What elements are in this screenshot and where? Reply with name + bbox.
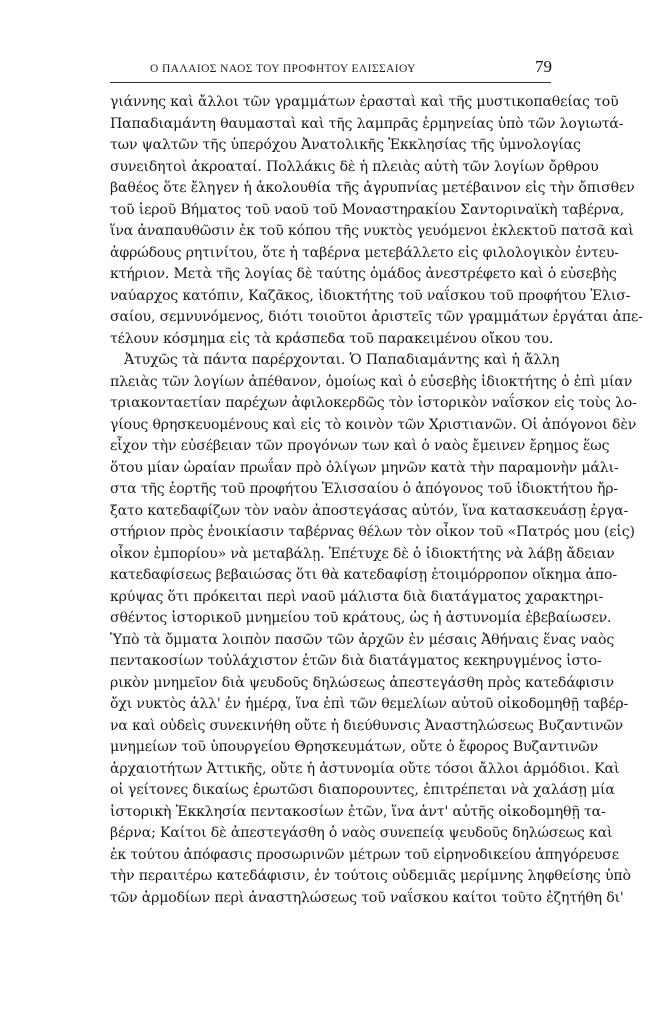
text-line: στήριον πρὸς ἐνοικίασιν ταβέρνας θέλων τὸν οἶκον τοῦ «Πατρός μου (εἰς) xyxy=(110,524,635,540)
text-line: βέρνα; Καίτοι δὲ ἀπεστεγάσθη ὁ ναὸς συνεπείᾳ ψευδοῦς δηλώσεως καὶ xyxy=(110,825,613,841)
text-line: ναύαρχος κατόπιν, Καζᾶκος, ἰδιοκτήτης τοῦ ναΐσκου τοῦ προφήτου Ἐλισ- xyxy=(110,287,631,304)
text-line: σθέντος ἱστορικοῦ μνημείου τοῦ κράτους, ὡς ἡ ἀστυνομία ἐβεβαίωσεν. xyxy=(110,610,612,626)
text-line: σαίου, σεμνυνόμενος, διότι τοιοῦτοι ἀριστεῖς τῶν γραμμάτων ἐργάται ἀπε- xyxy=(110,309,643,325)
text-line: των ψαλτῶν τῆς ὑπερόχου Ἀνατολικῆς Ἐκκλησίας τῆς ὑμνολογίας xyxy=(110,137,581,153)
text-line: ἵνα ἀναπαυθῶσιν ἐκ τοῦ κόπου τῆς νυκτὸς γευόμενοι ἐκλεκτοῦ πατσᾶ καὶ xyxy=(110,223,634,239)
text-line: ἐκ τούτου ἀπόφασις προσωρινῶν μέτρων τοῦ εἰρηνοδικείου ἀπηγόρευσε xyxy=(110,846,619,863)
page-number: 79 xyxy=(535,57,552,76)
text-line: πεντακοσίων τοὐλάχιστον ἐτῶν διὰ διατάγματος κεκηρυγμένος ἱστο- xyxy=(110,653,602,669)
text-line: ρικὸν μνημεῖον διὰ ψευδοῦς δηλώσεως ἀπεστεγάσθη πρὸς κατεδάφισιν xyxy=(110,674,614,691)
text-line: ἀφρώδους ρητινίτου, ὅτε ἡ ταβέρνα μετεβάλλετο εἰς φιλολογικὸν ἐντευ- xyxy=(110,244,619,261)
text-line: ἱστορικὴ Ἐκκλησία πεντακοσίων ἐτῶν, ἵνα ἀντ' αὐτῆς οἰκοδομηθῇ τα- xyxy=(110,803,606,820)
text-line: Ὑπὸ τὰ ὄμματα λοιπὸν πασῶν τῶν ἀρχῶν ἐν μέσαις Ἀθήναις ἕνας ναὸς xyxy=(110,631,615,648)
text-line: τὴν περαιτέρω κατεδάφισιν, ἐν τούτοις οὐδεμιᾶς μερίμνης ληφθείσης ὑπὸ xyxy=(110,868,631,884)
text-line: γίους θρησκευομένους καὶ εἰς τὸ κοινὸν τῶν Χριστιανῶν. Οἱ ἀπόγονοι δὲν xyxy=(110,416,637,433)
text-line: κρύψας ὅτι πρόκειται περὶ ναοῦ μάλιστα διὰ διατάγματος χαρακτηρι- xyxy=(110,588,604,605)
text-line: να καὶ οὐδεὶς συνεκινήθη οὔτε ἡ διεύθυνσις Ἀναστηλώσεως Βυζαντινῶν xyxy=(110,717,624,734)
text-line: ὅτου μίαν ὡραίαν πρωΐαν πρὸ ὀλίγων μηνῶν κατὰ τὴν παραμονὴν μάλι- xyxy=(110,459,619,476)
text-line: κτήριον. Μετὰ τῆς λογίας δὲ ταύτης ὁμάδος ἀνεστρέφετο καὶ ὁ εὐσεβὴς xyxy=(110,266,617,282)
paragraph-start-line: Ἀτυχῶς τὰ πάντα παρέρχονται. Ὁ Παπαδιαμάντης καὶ ἡ ἄλλη xyxy=(124,352,560,368)
text-line: Παπαδιαμάντη θαυμασταὶ καὶ τῆς λαμπρᾶς ἑρμηνείας ὑπὸ τῶν λογιωτά- xyxy=(110,115,624,132)
text-line: εἶχον τὴν εὐσέβειαν τῶν προγόνων των καὶ ὁ ναὸς ἔμεινεν ἔρημος ἕως xyxy=(110,438,610,454)
text-line: κατεδαφίσεως βεβαιώσας ὅτι θὰ κατεδαφίσῃ ἑτοιμόρροπον οἴκημα ἀπο- xyxy=(110,567,617,583)
running-title: Ο ΠΑΛΑΙΟΣ ΝΑΟΣ ΤΟΥ ΠΡΟΦΗΤΟΥ ΕΛΙΣΣΑΙΟΥ xyxy=(150,63,416,75)
text-line: πλειὰς τῶν λογίων ἀπέθανον, ὁμοίως καὶ ὁ εὐσεβὴς ἰδιοκτήτης ὁ ἐπὶ μίαν xyxy=(110,373,633,390)
header-rule xyxy=(110,82,551,83)
text-line: συνειδητοὶ ἀκροαταί. Πολλάκις δὲ ἡ πλειὰς αὐτὴ τῶν λογίων ὄρθρου xyxy=(110,158,599,175)
text-line: μνημείων τοῦ ὑπουργείου Θρησκευμάτων, οὔτε ὁ ἔφορος Βυζαντινῶν xyxy=(110,739,599,755)
text-line: οἶκον ἐμπορίου» νὰ μεταβάλῃ. Ἐπέτυχε δὲ ὁ ἰδιοκτήτης νὰ λάβῃ ἄδειαν xyxy=(110,545,615,562)
text-line: γιάννης καὶ ἄλλοι τῶν γραμμάτων ἐρασταὶ καὶ τῆς μυστικοπαθείας τοῦ xyxy=(110,94,619,110)
text-line: οἱ γείτονες δικαίως ἐρωτῶσι διαπορουντες, ἐπιτρέπεται νὰ χαλάσῃ μία xyxy=(110,782,615,798)
text-line: ὄχι νυκτὸς ἀλλ' ἐν ἡμέρᾳ, ἵνα ἐπὶ τῶν θεμελίων αὐτοῦ οἰκοδομηθῇ ταβέρ- xyxy=(110,696,629,712)
body-text xyxy=(110,92,643,909)
running-head xyxy=(110,57,552,81)
text-line: τοῦ ἱεροῦ Βήματος τοῦ ναοῦ τοῦ Μοναστηρακίου Σαντοριναϊκὴ ταβέρνα, xyxy=(110,201,625,218)
text-line: ἀρχαιοτήτων Ἀττικῆς, οὔτε ἡ ἀστυνομία οὔτε τόσοι ἄλλοι ἁρμόδιοι. Καὶ xyxy=(110,760,620,777)
text-line: βαθέος ὅτε ἔληγεν ἡ ἀκολουθία τῆς ἀγρυπνίας μετέβαινον εἰς τὴν ὄπισθεν xyxy=(110,180,635,196)
text-line: ξατο κατεδαφίζων τὸν ναὸν ἀποστεγάσας αὐτόν, ἵνα κατασκευάσῃ ἐργα- xyxy=(110,502,629,519)
paragraph-end-line: τέλουν κόσμημα εἰς τὰ κράσπεδα τοῦ παρακειμένου οἴκου του. xyxy=(110,330,554,347)
text-line: τριακονταετίαν παρέχων ἀφιλοκερδῶς τὸν ἱστορικὸν ναΐσκον εἰς τοὺς λο- xyxy=(110,395,637,411)
text-line: τῶν ἁρμοδίων περὶ ἀναστηλώσεως τοῦ ναΐσκου καίτοι τοῦτο ἐζητήθη δι' xyxy=(110,889,624,906)
text-line: στα τῆς ἑορτῆς τοῦ προφήτου Ἐλισσαίου ὁ ἀπόγονος τοῦ ἰδιοκτήτου ἤρ- xyxy=(110,481,619,497)
